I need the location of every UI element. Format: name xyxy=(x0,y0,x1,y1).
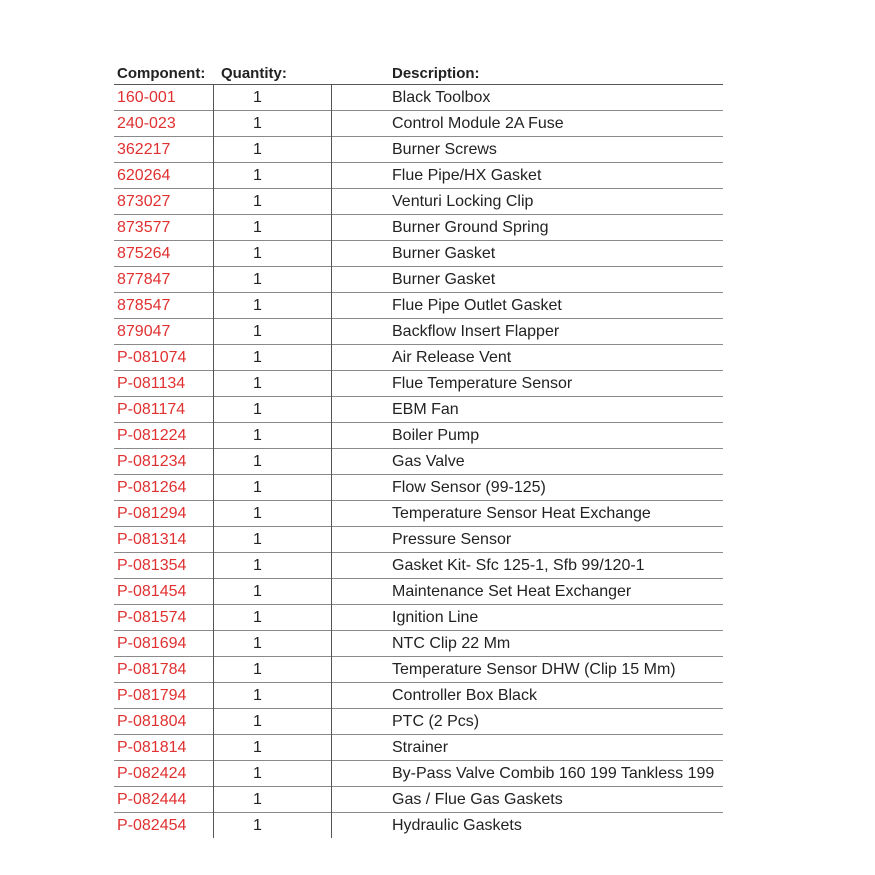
description-cell: Burner Gasket xyxy=(392,245,496,262)
table-row xyxy=(114,137,723,163)
description-cell: Black Toolbox xyxy=(392,89,491,106)
table-row xyxy=(114,527,723,553)
table-row xyxy=(114,631,723,657)
quantity-cell: 1 xyxy=(253,453,262,470)
description-cell: Burner Ground Spring xyxy=(392,219,549,236)
component-link[interactable]: P-081074 xyxy=(117,349,187,366)
quantity-cell: 1 xyxy=(253,739,262,756)
description-cell: Gas / Flue Gas Gaskets xyxy=(392,791,563,808)
table-row xyxy=(114,267,723,293)
description-cell: Boiler Pump xyxy=(392,427,480,444)
component-link[interactable]: 879047 xyxy=(117,323,171,340)
quantity-cell: 1 xyxy=(253,583,262,600)
component-link[interactable]: 362217 xyxy=(117,141,171,158)
description-cell: Venturi Locking Clip xyxy=(392,193,534,210)
table-row xyxy=(114,241,723,267)
description-cell: NTC Clip 22 Mm xyxy=(392,635,511,652)
quantity-cell: 1 xyxy=(253,297,262,314)
component-link[interactable]: 240-023 xyxy=(117,115,176,132)
table-row xyxy=(114,371,723,397)
component-link[interactable]: 878547 xyxy=(117,297,171,314)
component-link[interactable]: 875264 xyxy=(117,245,171,262)
table-row xyxy=(114,709,723,735)
description-cell: Air Release Vent xyxy=(392,349,512,366)
table-row xyxy=(114,475,723,501)
description-cell: Control Module 2A Fuse xyxy=(392,115,564,132)
component-link[interactable]: P-081264 xyxy=(117,479,187,496)
component-link[interactable]: 620264 xyxy=(117,167,171,184)
quantity-cell: 1 xyxy=(253,167,262,184)
quantity-cell: 1 xyxy=(253,245,262,262)
table-row xyxy=(114,319,723,345)
quantity-cell: 1 xyxy=(253,817,262,834)
description-cell: Controller Box Black xyxy=(392,687,537,704)
column-divider xyxy=(331,84,332,838)
quantity-cell: 1 xyxy=(253,635,262,652)
table-row xyxy=(114,111,723,137)
quantity-cell: 1 xyxy=(253,765,262,782)
description-cell: Temperature Sensor Heat Exchange xyxy=(392,505,651,522)
description-cell: Burner Gasket xyxy=(392,271,496,288)
table-row xyxy=(114,163,723,189)
quantity-cell: 1 xyxy=(253,505,262,522)
component-link[interactable]: P-081354 xyxy=(117,557,187,574)
description-cell: Burner Screws xyxy=(392,141,497,158)
table-row xyxy=(114,293,723,319)
description-cell: Strainer xyxy=(392,739,449,756)
component-link[interactable]: P-081134 xyxy=(117,375,186,392)
component-link[interactable]: P-081294 xyxy=(117,505,187,522)
quantity-cell: 1 xyxy=(253,271,262,288)
description-cell: Maintenance Set Heat Exchanger xyxy=(392,583,632,600)
description-cell: Flow Sensor (99-125) xyxy=(392,479,546,496)
table-row xyxy=(114,553,723,579)
description-cell: By-Pass Valve Combib 160 199 Tankless 199 xyxy=(392,765,715,782)
component-link[interactable]: P-082424 xyxy=(117,765,187,782)
table-body xyxy=(114,85,723,838)
header-component: Component: xyxy=(117,65,206,82)
quantity-cell: 1 xyxy=(253,115,262,132)
table-row xyxy=(114,189,723,215)
description-cell: EBM Fan xyxy=(392,401,459,418)
component-link[interactable]: P-081314 xyxy=(117,531,187,548)
table-row xyxy=(114,683,723,709)
quantity-cell: 1 xyxy=(253,193,262,210)
table-row xyxy=(114,657,723,683)
quantity-cell: 1 xyxy=(253,713,262,730)
table-row xyxy=(114,215,723,241)
description-cell: Backflow Insert Flapper xyxy=(392,323,560,340)
quantity-cell: 1 xyxy=(253,661,262,678)
header-description: Description: xyxy=(392,65,480,82)
column-divider xyxy=(213,84,214,838)
table-row xyxy=(114,449,723,475)
component-link[interactable]: 877847 xyxy=(117,271,171,288)
table-row xyxy=(114,605,723,631)
quantity-cell: 1 xyxy=(253,323,262,340)
component-link[interactable]: P-081234 xyxy=(117,453,187,470)
component-link[interactable]: P-082444 xyxy=(117,791,187,808)
component-link[interactable]: P-081454 xyxy=(117,583,187,600)
quantity-cell: 1 xyxy=(253,531,262,548)
header-quantity: Quantity: xyxy=(221,65,287,82)
quantity-cell: 1 xyxy=(253,479,262,496)
table-row xyxy=(114,761,723,787)
description-cell: Gasket Kit- Sfc 125-1, Sfb 99/120-1 xyxy=(392,557,645,574)
table-header-row xyxy=(114,60,723,85)
component-link[interactable]: P-082454 xyxy=(117,817,187,834)
table-row xyxy=(114,579,723,605)
description-cell: Ignition Line xyxy=(392,609,479,626)
table-row xyxy=(114,345,723,371)
component-link[interactable]: P-081224 xyxy=(117,427,187,444)
quantity-cell: 1 xyxy=(253,89,262,106)
table-row xyxy=(114,813,723,838)
component-link[interactable]: P-081784 xyxy=(117,661,187,678)
quantity-cell: 1 xyxy=(253,609,262,626)
component-link[interactable]: P-081814 xyxy=(117,739,187,756)
quantity-cell: 1 xyxy=(253,687,262,704)
quantity-cell: 1 xyxy=(253,557,262,574)
description-cell: Flue Temperature Sensor xyxy=(392,375,573,392)
quantity-cell: 1 xyxy=(253,349,262,366)
table-row xyxy=(114,85,723,111)
component-link[interactable]: 873027 xyxy=(117,193,171,210)
quantity-cell: 1 xyxy=(253,375,262,392)
description-cell: PTC (2 Pcs) xyxy=(392,713,480,730)
component-link[interactable]: P-081694 xyxy=(117,635,187,652)
table-row xyxy=(114,397,723,423)
component-link[interactable]: 160-001 xyxy=(117,89,176,106)
quantity-cell: 1 xyxy=(253,401,262,418)
description-cell: Flue Pipe Outlet Gasket xyxy=(392,297,562,314)
quantity-cell: 1 xyxy=(253,141,262,158)
component-link[interactable]: P-081794 xyxy=(117,687,187,704)
component-link[interactable]: 873577 xyxy=(117,219,171,236)
description-cell: Pressure Sensor xyxy=(392,531,512,548)
description-cell: Temperature Sensor DHW (Clip 15 Mm) xyxy=(392,661,676,678)
table-row xyxy=(114,787,723,813)
quantity-cell: 1 xyxy=(253,427,262,444)
description-cell: Hydraulic Gaskets xyxy=(392,817,522,834)
description-cell: Flue Pipe/HX Gasket xyxy=(392,167,542,184)
table-row xyxy=(114,423,723,449)
component-link[interactable]: P-081804 xyxy=(117,713,187,730)
table-row xyxy=(114,501,723,527)
component-link[interactable]: P-081174 xyxy=(117,401,186,418)
quantity-cell: 1 xyxy=(253,791,262,808)
parts-table xyxy=(114,60,723,838)
component-link[interactable]: P-081574 xyxy=(117,609,187,626)
table-row xyxy=(114,735,723,761)
description-cell: Gas Valve xyxy=(392,453,465,470)
quantity-cell: 1 xyxy=(253,219,262,236)
